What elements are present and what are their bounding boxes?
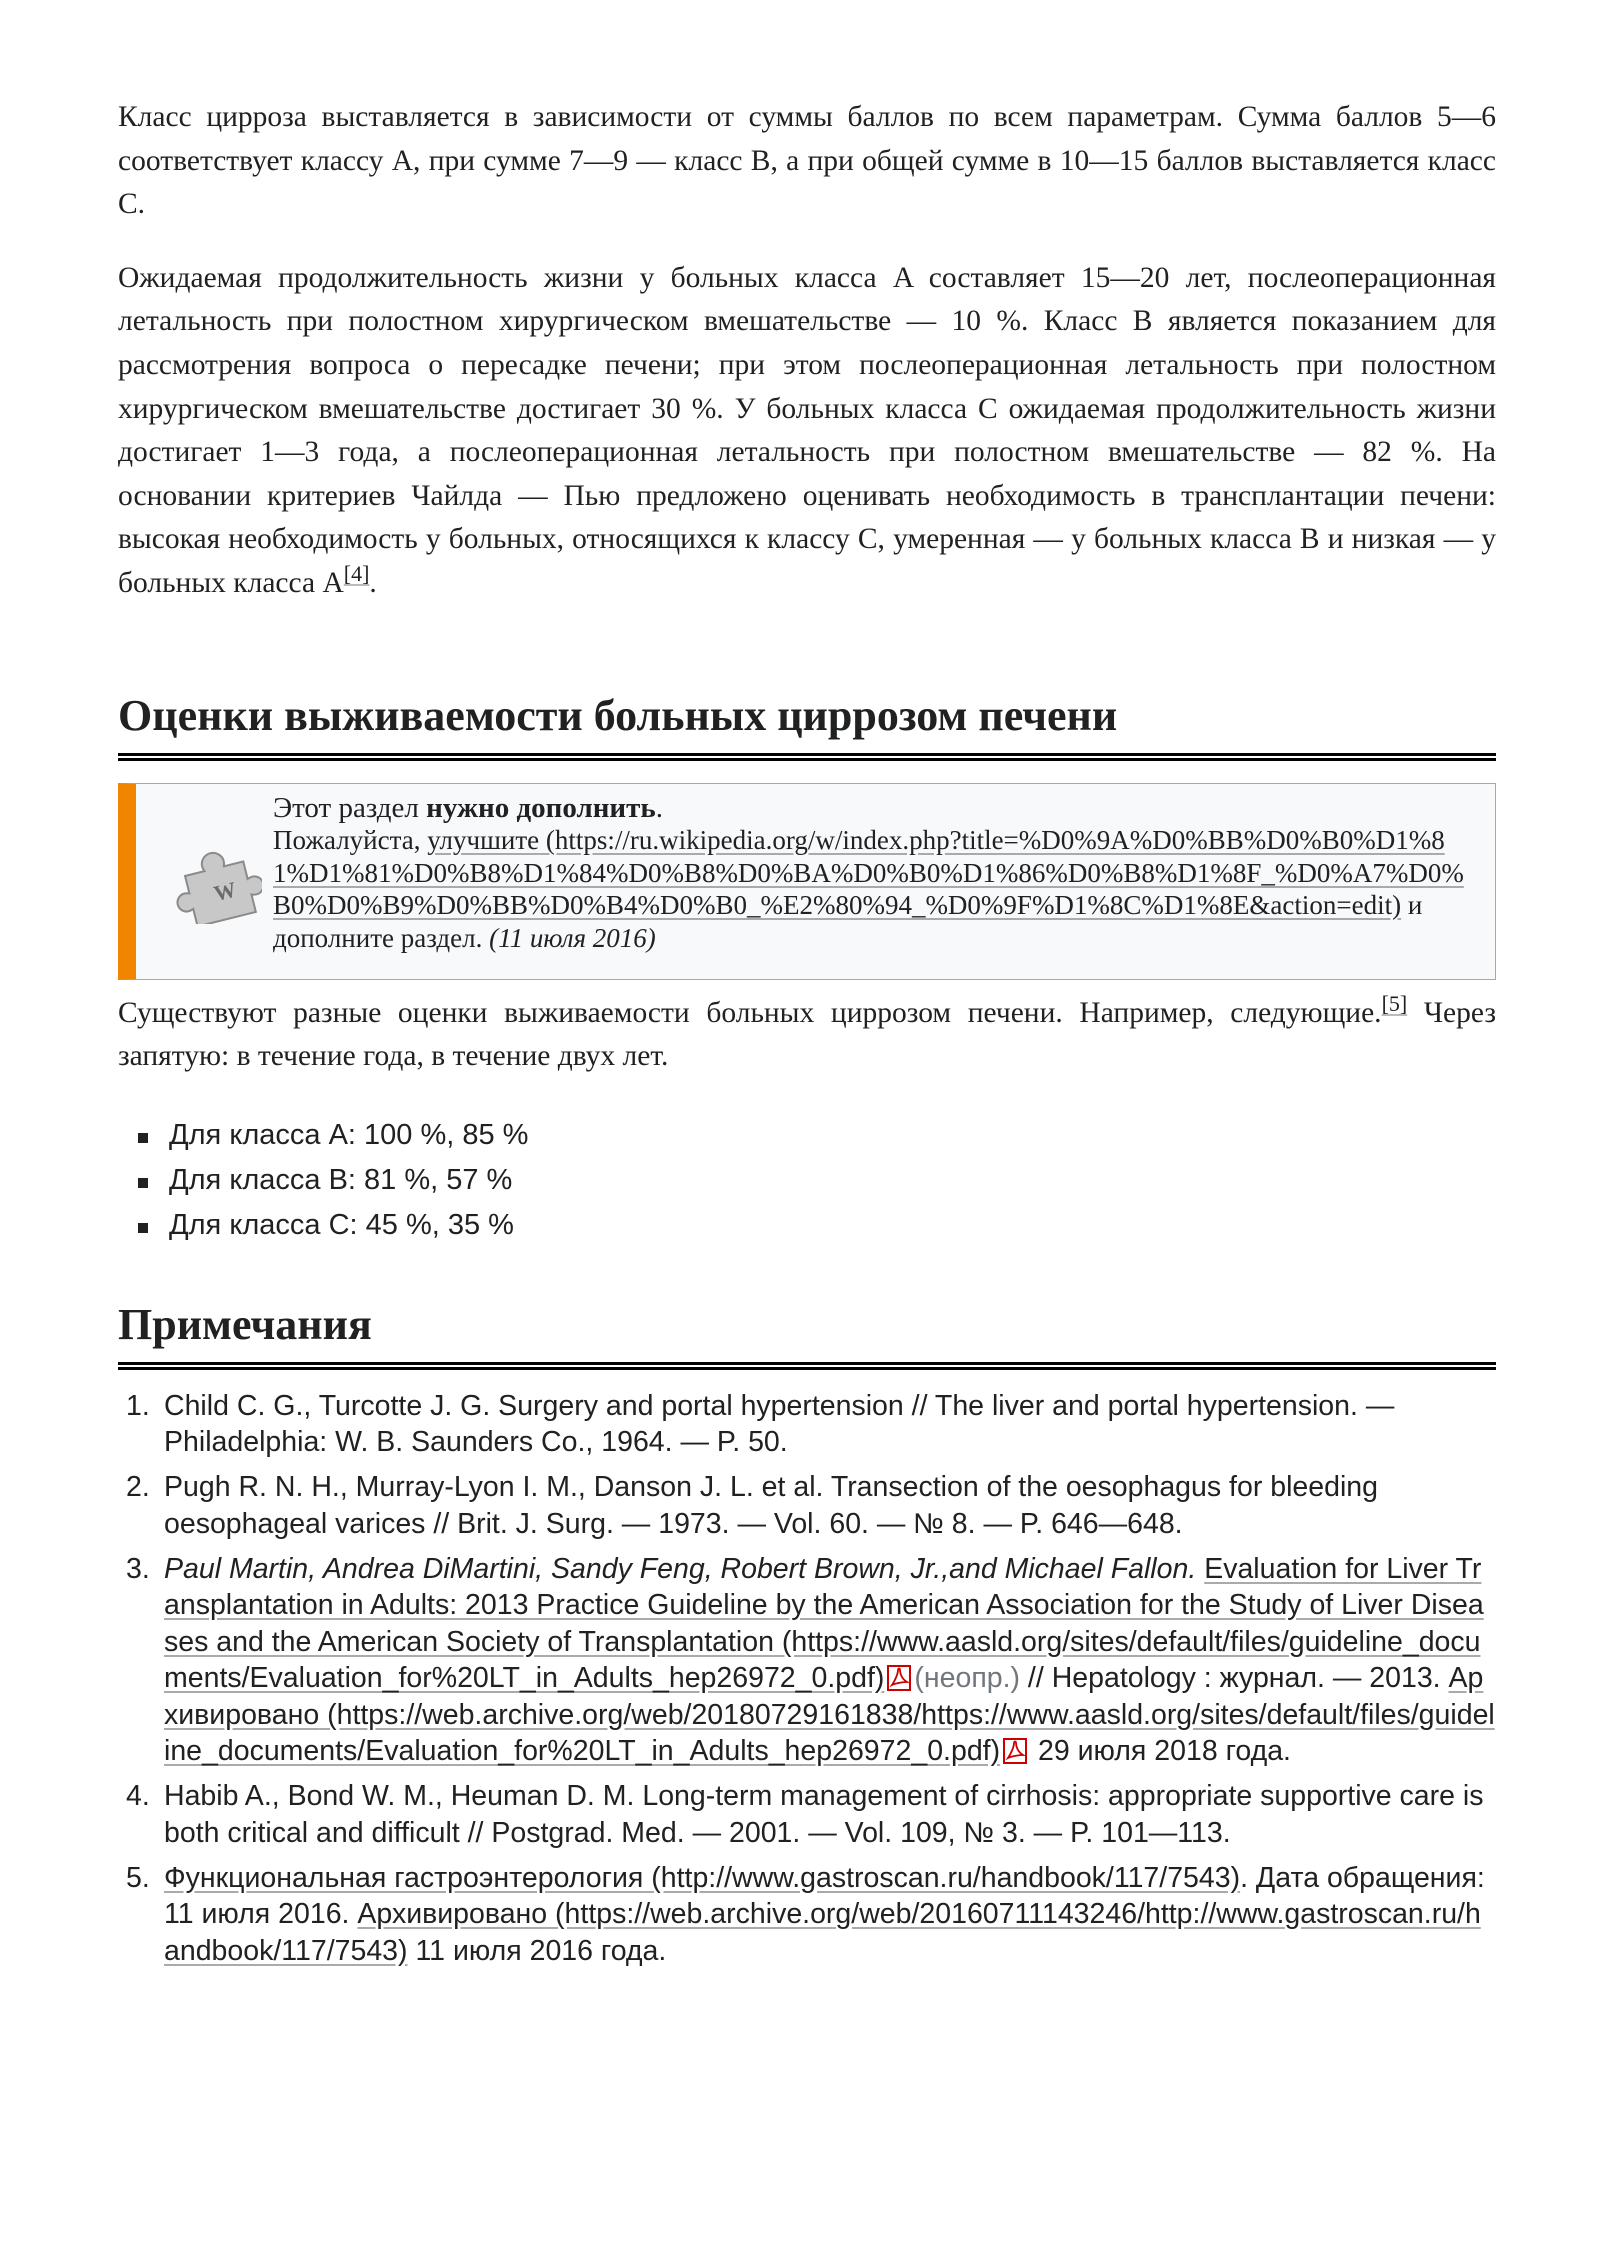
reference-title-link[interactable]	[164, 1862, 1240, 1894]
reference-journal: // Hepatology : журнал. — 2013.	[1020, 1662, 1449, 1695]
section-heading-notes: Примечания	[118, 1298, 1496, 1370]
pdf-icon	[887, 1665, 911, 1691]
archive-link[interactable]	[164, 1898, 1481, 1967]
list-item: Для класса C: 45 %, 35 %	[118, 1203, 1496, 1248]
reference-text: Habib A., Bond W. M., Heuman D. M. Long-term management of cirrhosis: appropriate supportive care is both critical and difficult // Postgrad. Med. — 2001. — Vol. 109, № 3. — P. 101—113.	[164, 1780, 1484, 1849]
paragraph-class-scoring: Класс цирроза выставляется в зависимости от суммы баллов по всем параметрам. Сумма баллов 5—6 соответствует классу A, при сумме 7—9 — класс B, а при общей сумме в 10—15 баллов выставляется класс C.	[118, 101, 1496, 221]
reference-item	[118, 1551, 1496, 1770]
archive-date: 11 июля 2016 года.	[407, 1934, 667, 1967]
paragraph-end: .	[369, 566, 377, 599]
svg-text:W: W	[211, 876, 239, 906]
reference-link-5[interactable]: [5]	[1381, 990, 1408, 1016]
notice-please: Пожалуйста,	[273, 825, 428, 856]
reference-title-label[interactable]: Функциональная гастроэнтерология	[164, 1861, 644, 1894]
reference-item	[118, 1778, 1496, 1851]
paragraph-life-expectancy	[118, 257, 1496, 606]
archive-date: 29 июля 2018 года.	[1030, 1735, 1291, 1768]
archive-link-label[interactable]: Архивировано	[164, 1662, 1484, 1731]
reference-title-url[interactable]: (https://www.aasld.org/sites/default/files/guideline_documents/Evaluation_for%20LT_in_Adults_hep26972_0.pdf)	[164, 1625, 1481, 1695]
paragraph-survival-tail: Через запятую: в течение года, в течение двух лет.	[118, 996, 1496, 1073]
reference-item	[118, 1388, 1496, 1461]
notice-lead-prefix: Этот раздел	[273, 791, 427, 824]
reference-accessed: . Дата обращения: 11 июля 2016.	[164, 1861, 1485, 1931]
paragraph-survival-estimates	[118, 992, 1496, 1079]
pdf-icon	[1003, 1738, 1027, 1764]
improve-link-url[interactable]: (https://ru.wikipedia.org/w/index.php?title=%D0%9A%D0%BB%D0%B0%D1%81%D1%81%D0%B8%D1%84%D0%B8%D0%BA%D0%B0%D1%86%D0%B8%D1%8F_%D0%A7%D0%B0%D0%B9%D0%BB%D0%B4%D0%B0_%E2%80%94_%D0%9F%D1%8C%D1%8E&action=edit)	[273, 825, 1464, 921]
reference-item	[118, 1860, 1496, 1970]
references-list	[118, 1388, 1496, 1970]
puzzle-piece-icon	[176, 844, 262, 924]
expand-section-notice	[118, 783, 1496, 980]
unverified-note: (неопр.)	[914, 1662, 1021, 1695]
reference-authors: Paul Martin, Andrea DiMartini, Sandy Feng, Robert Brown, Jr.,and Michael Fallon.	[164, 1552, 1197, 1585]
archive-link-label[interactable]: Архивировано	[357, 1898, 548, 1931]
reference-number: 5.	[126, 1861, 150, 1894]
improve-link-label[interactable]: улучшите	[427, 825, 540, 856]
notice-date: (11 июля 2016)	[489, 922, 656, 953]
improve-link[interactable]	[273, 825, 1464, 920]
archive-link-url[interactable]: (https://web.archive.org/web/20180729161838/https://www.aasld.org/sites/default/files/guideline_documents/Evaluation_for%20LT_in_Adults_hep26972_0.pdf)	[164, 1698, 1495, 1768]
reference-number: 1.	[126, 1389, 150, 1422]
notice-body	[273, 824, 1478, 954]
archive-link-url[interactable]: (https://web.archive.org/web/20160711143246/http://www.gastroscan.ru/handbook/117/7543)	[164, 1898, 1481, 1967]
reference-link-4[interactable]: [4]	[343, 561, 370, 587]
article-content	[118, 96, 1496, 1978]
reference-title-label[interactable]: Evaluation for Liver Transplantation in Adults: 2013 Practice Guideline by the American Association for the Study of Liver Diseases and the American Society of Transplantation	[164, 1552, 1484, 1658]
notice-lead-suffix: .	[655, 791, 663, 824]
notice-after: и дополните раздел.	[273, 890, 1423, 953]
reference-text: Pugh R. N. H., Murray-Lyon I. M., Danson J. L. et al. Transection of the oesophagus for bleeding oesophageal varices // Brit. J. Surg. — 1973. — Vol. 60. — № 8. — P. 646—648.	[164, 1471, 1378, 1540]
reference-number: 2.	[126, 1471, 150, 1504]
reference-text: Child C. G., Turcotte J. G. Surgery and portal hypertension // The liver and portal hypertension. — Philadelphia: W. B. Saunders Co., 1964. — P. 50.	[164, 1389, 1395, 1459]
list-item: Для класса A: 100 %, 85 %	[118, 1113, 1496, 1158]
paragraph-life-expectancy-text: Ожидаемая продолжительность жизни у больных класса A составляет 15—20 лет, послеоперационная летальность при полостном хирургическом вмешательстве — 10 %. Класс B является показанием для рассмотрения вопроса о пересадке печени; при этом послеоперационная летальность при полостном хирургическом вмешательстве достигает 30 %. У больных класса C ожидаемая продолжительность жизни достигает 1—3 года, а послеоперационная летальность при полостном вмешательстве — 82 %. На основании критериев Чайлда — Пью предложено оценивать необходимость в трансплантации печени: высокая необходимость у больных, относящихся к классу C, умеренная — у больных класса B и низкая — у больных класса A	[118, 261, 1496, 599]
reference-number: 4.	[126, 1780, 150, 1813]
survival-list	[118, 1113, 1496, 1248]
notice-text	[273, 792, 1478, 955]
reference-title-url[interactable]: (http://www.gastroscan.ru/handbook/117/7543)	[643, 1861, 1241, 1894]
reference-number: 3.	[126, 1552, 150, 1585]
section-heading-survival: Оценки выживаемости больных циррозом печени	[118, 689, 1496, 761]
notice-lead	[273, 792, 1478, 825]
paragraph-survival-text: Существуют разные оценки выживаемости больных циррозом печени. Например, следующие.	[118, 996, 1382, 1029]
reference-item	[118, 1469, 1496, 1542]
notice-lead-bold: нужно дополнить	[426, 791, 656, 824]
list-item: Для класса B: 81 %, 57 %	[118, 1158, 1496, 1203]
